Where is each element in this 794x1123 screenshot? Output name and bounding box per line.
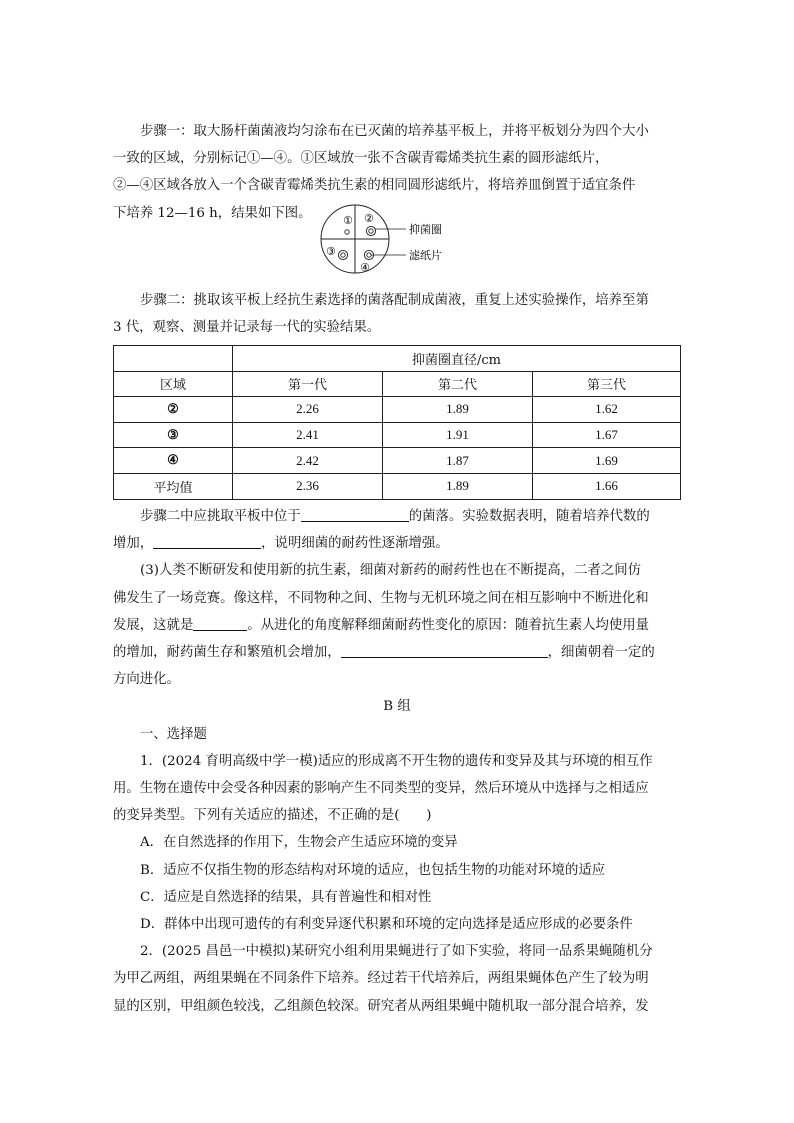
q3-line: 佛发生了一场竞赛。像这样，不同物种之间、生物与无机环境之间在相互影响中不断进化和	[113, 590, 649, 606]
q1-option-a[interactable]: A．在自然选择的作用下，生物会产生适应环境的变异	[140, 835, 458, 851]
region-label-1: ①	[343, 214, 353, 227]
q1-line: 1．(2024 育明高级中学一模)适应的形成离不开生物的遗传和变异及其与环境的相互作	[140, 753, 653, 769]
step1-line: 下培养 12—16 h，结果如下图。	[113, 205, 312, 221]
conclusion-line	[113, 530, 681, 557]
q1-option-d[interactable]: D．群体中出现可遗传的有利变异逐代积累和环境的定向选择是适应形成的必要条件	[140, 917, 633, 933]
table-col-region: 区域	[114, 371, 233, 397]
step2-line: 3 代，观察、测量并记录每一代的实验结果。	[113, 320, 381, 336]
table-row-label: ②	[114, 397, 233, 423]
table-cell: 2.41	[233, 422, 383, 448]
conclusion-line	[113, 503, 681, 530]
label-filter-paper: 滤纸片	[409, 249, 442, 262]
table-corner-cell	[114, 346, 233, 372]
text-span: ，说明细菌的耐药性逐渐增强。	[261, 536, 449, 552]
filter-paper-3	[341, 253, 345, 257]
table-gen-header: 第一代	[233, 371, 383, 397]
q3-line: (3)人类不断研发和使用新的抗生素，细菌对新药的耐药性也在不断提高，二者之间仿	[140, 563, 642, 579]
table-cell: 1.91	[383, 422, 533, 448]
table-header-row	[114, 346, 681, 372]
text-span: 增加，	[113, 536, 154, 552]
table-gen-header: 第三代	[533, 371, 681, 397]
section-heading: 一、选择题	[140, 726, 207, 742]
petri-dish-figure	[318, 201, 468, 281]
region-label-3: ③	[326, 245, 336, 258]
table-cell: 1.69	[533, 448, 681, 474]
table-cell: 2.42	[233, 448, 383, 474]
q1-line: 的变异类型。下列有关适应的描述，不正确的是( )	[113, 808, 432, 824]
table-row-label: 平均值	[114, 473, 233, 499]
table-row	[114, 422, 681, 448]
text-span: 步骤二中应挑取平板中位于	[140, 509, 301, 524]
table-row-label: ③	[114, 422, 233, 448]
table-cell: 1.87	[383, 448, 533, 474]
text-span: ，细菌朝着一定的	[547, 645, 655, 661]
filter-paper-2	[369, 229, 373, 233]
table-cell: 1.67	[533, 422, 681, 448]
answer-blank[interactable]	[301, 506, 409, 522]
q1-line: 用。生物在遗传中会受各种因素的影响产生不同类型的变异，然后环境从中选择与之相适应	[113, 781, 649, 797]
text-span: 的菌落。实验数据表明，随着培养代数的	[408, 509, 650, 524]
table-gen-header: 第二代	[383, 371, 533, 397]
answer-blank[interactable]	[341, 642, 548, 658]
q3-line: 方向进化。	[113, 672, 180, 688]
inhibition-zone-3	[338, 250, 347, 259]
q2-line: 为甲乙两组，两组果蝇在不同条件下培养。经过若干代培养后，两组果蝇体色产生了较为明	[113, 971, 649, 987]
table-subheader-row	[114, 371, 681, 397]
table-header-main: 抑菌圈直径/cm	[233, 346, 681, 372]
text-span: 发展，这就是	[113, 617, 194, 633]
table-row	[114, 448, 681, 474]
inhibition-zone-table	[113, 345, 681, 500]
answer-blank[interactable]	[193, 615, 247, 631]
table-row	[114, 397, 681, 423]
table-row-label: ④	[114, 448, 233, 474]
region-label-2: ②	[364, 212, 374, 225]
filter-paper-4	[367, 253, 371, 257]
label-inhibition-zone: 抑菌圈	[409, 223, 442, 236]
q2-line: 2．(2025 昌邑一中模拟)某研究小组利用果蝇进行了如下实验，将同一品系果蝇随机分	[140, 944, 653, 960]
step1-line: 步骤一：取大肠杆菌菌液均匀涂布在已灭菌的培养基平板上，并将平板划分为四个大小	[140, 124, 649, 139]
step1-line: ②—④区域各放入一个含碳青霉烯类抗生素的相同圆形滤纸片，将培养皿倒置于适宜条件	[113, 178, 636, 194]
q1-option-c[interactable]: C．适应是自然选择的结果，具有普遍性和相对性	[140, 889, 432, 905]
table-cell: 1.89	[383, 473, 533, 499]
q3-line	[113, 612, 681, 639]
inhibition-zone-2	[366, 226, 375, 235]
step2-line: 步骤二：挑取该平板上经抗生素选择的菌落配制成菌液，重复上述实验操作，培养至第	[140, 293, 649, 308]
q2-line: 显的区别，甲组颜色较浅，乙组颜色较深。研究者从两组果蝇中随机取一部分混合培养，发	[113, 998, 649, 1014]
region-label-4: ④	[360, 261, 370, 274]
step1-line: 一致的区域，分别标记①—④。①区域放一张不含碳青霉烯类抗生素的圆形滤纸片，	[113, 151, 609, 167]
text-span: 的增加，耐药菌生存和繁殖机会增加，	[113, 645, 341, 661]
main-text	[113, 503, 681, 1020]
q1-option-b[interactable]: B．适应不仅指生物的形态结构对环境的适应，也包括生物的功能对环境的适应	[140, 862, 606, 878]
table-cell: 1.62	[533, 397, 681, 423]
group-b-heading: B 组	[383, 699, 411, 715]
step2-paragraph	[113, 287, 681, 341]
table-cell: 2.36	[233, 473, 383, 499]
table-row	[114, 473, 681, 499]
table-cell: 1.66	[533, 473, 681, 499]
filter-paper-1	[345, 230, 349, 234]
text-span: 。从进化的角度解释细菌耐药性变化的原因：随着抗生素人均使用量	[247, 617, 650, 633]
table-cell: 2.26	[233, 397, 383, 423]
table-cell: 1.89	[383, 397, 533, 423]
q3-line	[113, 639, 681, 666]
answer-blank[interactable]	[153, 533, 261, 549]
